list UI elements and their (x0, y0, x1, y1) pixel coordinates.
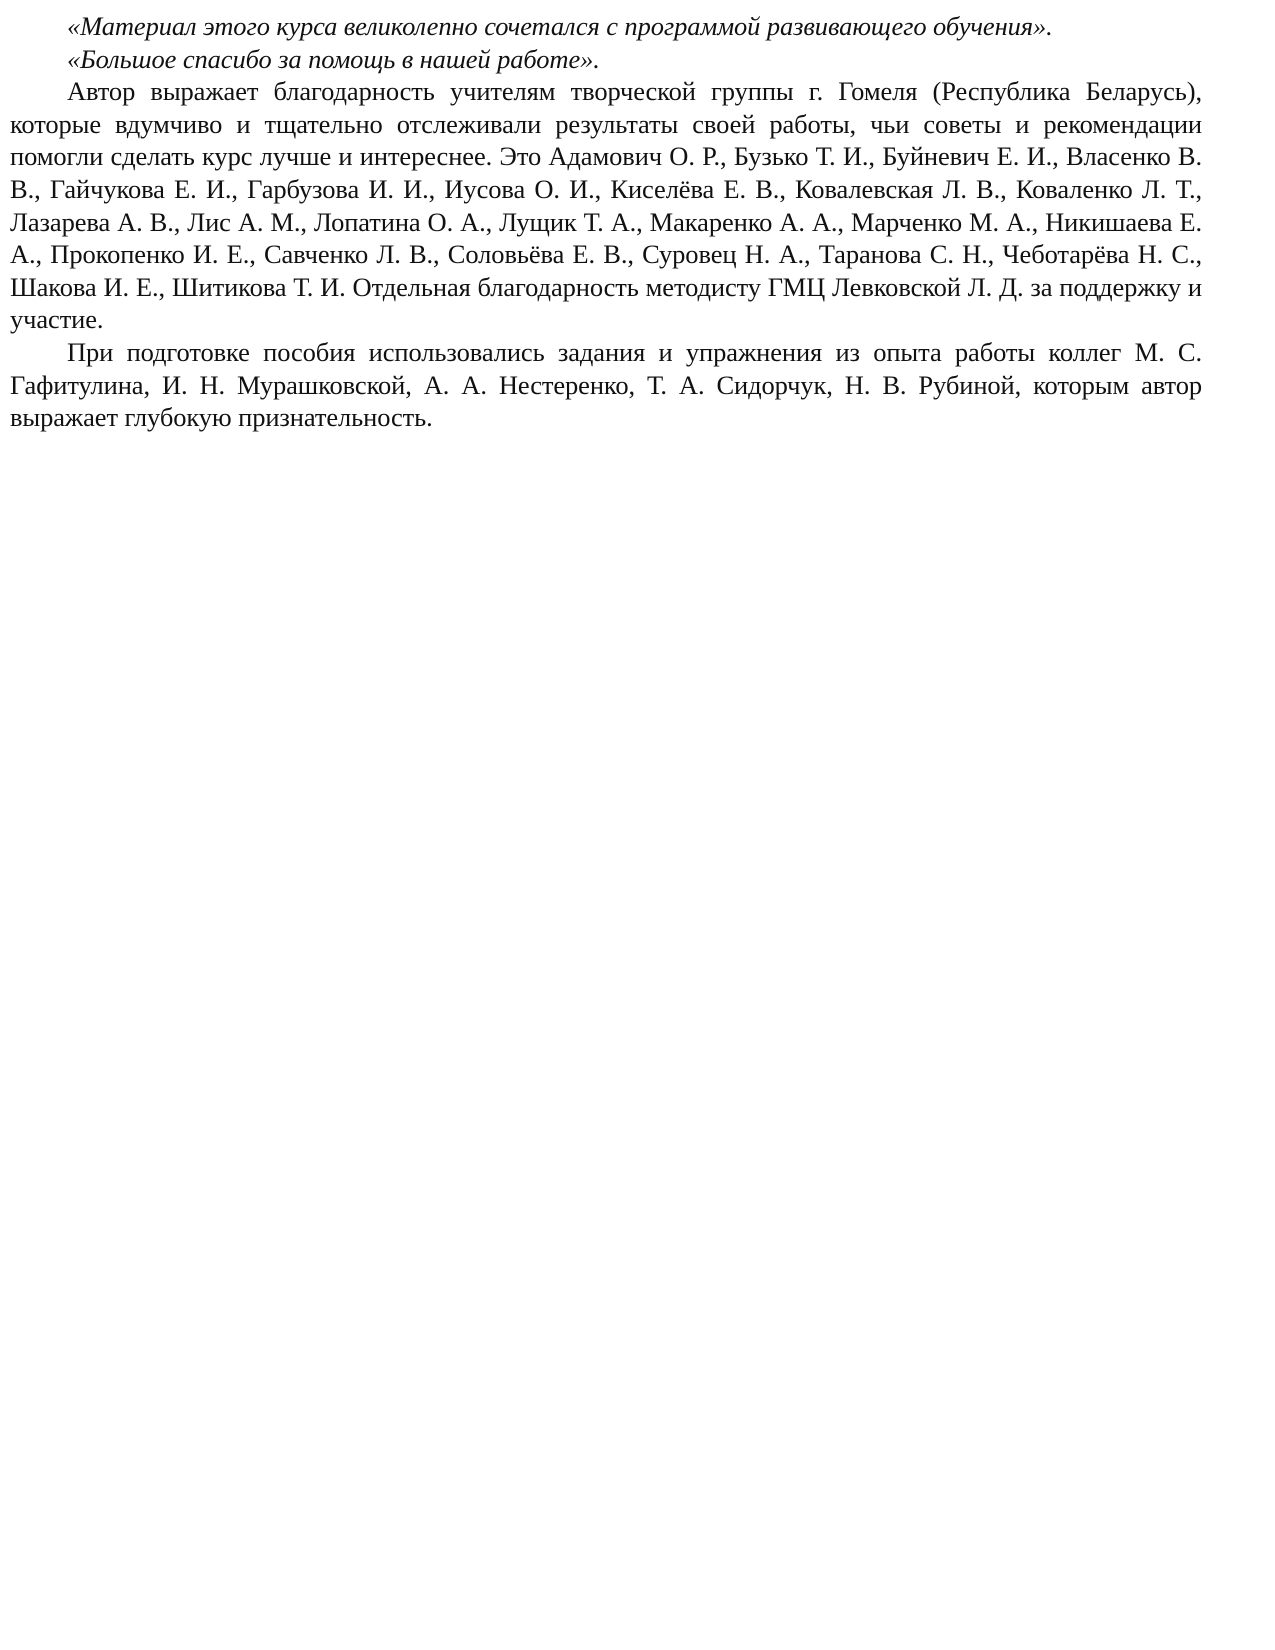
sources-paragraph: При подготовке пособия использовались задания и упражнения из опыта работы коллег М. С. Гафитулина, И. Н. Мурашковской, А. А. Нестеренко, Т. А. Сидорчук, Н. В. Рубиной, которым автор выражает глубокую признательность. (10, 336, 1202, 433)
quote-paragraph: «Материал этого курса великолепно сочетался с программой развивающего обучения». (67, 11, 1053, 41)
quote-paragraph: «Большое спасибо за помощь в нашей работе». (67, 43, 600, 74)
document-page (10, 10, 1202, 434)
acknowledgement-paragraph: Автор выражает благодарность учителям творческой группы г. Гомеля (Республика Беларусь), которые вдумчиво и тщательно отслеживали результаты своей работы, чьи советы и рекомендации помогли сделать курс лучше и интереснее. Это Адамович О. Р., Бузько Т. И., Буйневич Е. И., Власенко В. В., Гайчукова Е. И., Гарбузова И. И., Иусова О. И., Киселёва Е. В., Ковалевская Л. В., Коваленко Л. Т., Лазарева А. В., Лис А. М., Лопатина О. А., Лущик Т. А., Макаренко А. А., Марченко М. А., Никишаева Е. А., Прокопенко И. Е., Савченко Л. В., Соловьёва Е. В., Суровец Н. А., Таранова С. Н., Чеботарёва Н. С., Шакова И. Е., Шитикова Т. И. Отдельная благодарность методисту ГМЦ Левковской Л. Д. за поддержку и участие. (10, 76, 1202, 335)
